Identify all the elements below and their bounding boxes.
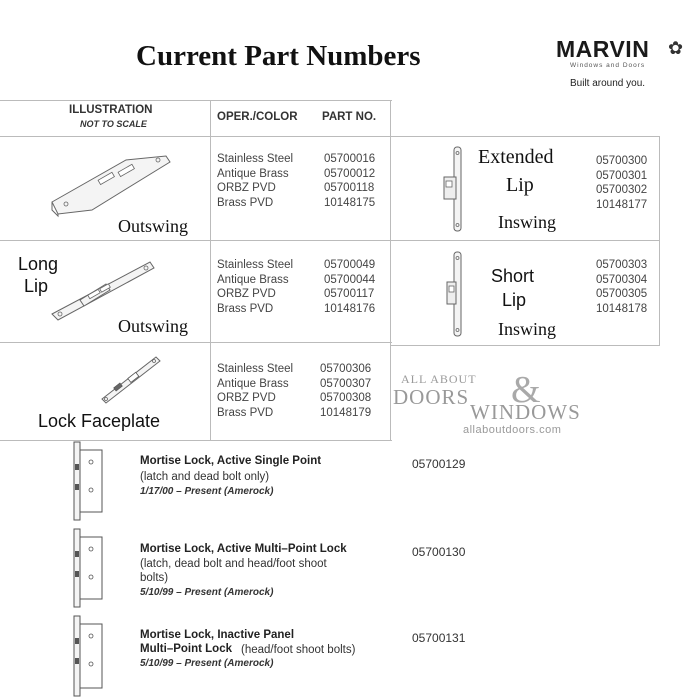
- logo-subtitle: Windows and Doors: [570, 62, 646, 69]
- row1-finish-4: Brass PVD: [217, 196, 274, 209]
- lock-3-title-2: Multi–Point Lock: [140, 643, 232, 655]
- watermark-url: allaboutdoors.com: [463, 424, 562, 436]
- lock-3-desc: (head/foot shoot bolts): [241, 644, 356, 656]
- lock-2-title: Mortise Lock, Active Multi–Point Lock: [140, 543, 347, 555]
- right-row1-parts: [596, 154, 647, 212]
- header-illustration: ILLUSTRATION: [69, 104, 153, 116]
- table-col-rule-2: [390, 100, 391, 440]
- table-col-rule-1: [210, 100, 211, 440]
- marvin-logo: [548, 36, 698, 96]
- table-bottom-rule: [0, 440, 392, 441]
- table-top-rule: [0, 100, 392, 101]
- row3-finish-2: Antique Brass: [217, 377, 289, 390]
- row3-part-3: 05700308: [320, 392, 372, 404]
- right-row2-part-3: 05700305: [596, 288, 648, 300]
- lock-3-part: 05700131: [412, 631, 466, 645]
- row3-finish-4: Brass PVD: [217, 406, 274, 419]
- row2-finish-3: ORBZ PVD: [217, 288, 276, 300]
- right-row2-label-1: Short: [491, 266, 535, 286]
- logo-brand: MARVIN: [556, 36, 650, 62]
- right-row1-label-2: Lip: [506, 174, 534, 196]
- row2-label-top-2: Lip: [24, 276, 49, 296]
- outswing-strike-illustration: [48, 150, 173, 220]
- page-title: Current Part Numbers: [136, 40, 421, 72]
- logo-tagline: Built around you.: [570, 78, 646, 89]
- row1-part-1: 05700016: [324, 153, 376, 165]
- watermark-windows: WINDOWS: [470, 400, 581, 424]
- row3-finish-1: Stainless Steel: [217, 363, 294, 375]
- short-lip-strike-illustration: [440, 250, 470, 338]
- row2-finish-4: Brass PVD: [217, 302, 274, 315]
- watermark: [393, 369, 633, 442]
- table-row-rule-2: [0, 342, 392, 343]
- lock-2-desc-2: bolts): [140, 572, 169, 584]
- lock-2-part: 05700130: [412, 545, 466, 559]
- long-lip-strike-illustration: [50, 258, 160, 323]
- lock-1-part: 05700129: [412, 457, 466, 471]
- right-row1-label-3: Inswing: [498, 212, 556, 232]
- lock-3-title: Mortise Lock, Inactive Panel: [140, 629, 295, 641]
- row2-label: Outswing: [118, 316, 189, 336]
- header-illustration-note: NOT TO SCALE: [80, 119, 147, 129]
- row3-parts: [320, 362, 371, 420]
- row2-part-3: 05700117: [324, 288, 375, 300]
- header-part-no: PART NO.: [322, 111, 377, 123]
- row2-parts: [324, 258, 375, 316]
- right-row2-label-2: Lip: [502, 290, 527, 310]
- row1-finishes: [217, 152, 293, 210]
- right-row2-parts: [596, 258, 647, 316]
- watermark-top: ALL ABOUT: [401, 372, 477, 386]
- row2-finish-2: Antique Brass: [217, 273, 289, 286]
- lock-2-desc-1: (latch, dead bolt and head/foot shoot: [140, 558, 327, 570]
- row3-part-4: 10148179: [320, 406, 372, 419]
- row1-finish-3: ORBZ PVD: [217, 182, 276, 194]
- row2-label-top-1: Long: [18, 254, 59, 274]
- lock-faceplate-illustration: [100, 355, 165, 405]
- lock-1-desc: (latch and dead bolt only): [140, 471, 270, 483]
- lock-1-date: 1/17/00 – Present (Amerock): [140, 486, 274, 497]
- right-table-bottom-rule: [390, 345, 660, 346]
- mortise-lock-2-illustration: [70, 527, 106, 609]
- right-row1-part-4: 10148177: [596, 198, 648, 211]
- right-row2-label-3: Inswing: [498, 319, 556, 339]
- row2-part-4: 10148176: [324, 302, 376, 315]
- watermark-doors: DOORS: [393, 385, 470, 409]
- table-row-rule-1: [0, 240, 660, 241]
- row1-label: Outswing: [118, 216, 189, 236]
- right-table-edge: [659, 136, 660, 346]
- row1-part-2: 05700012: [324, 167, 376, 180]
- row1-finish-2: Antique Brass: [217, 167, 289, 180]
- logo-mark-icon: ✿: [668, 38, 684, 58]
- row1-parts: [324, 152, 375, 210]
- right-row2-part-4: 10148178: [596, 302, 648, 315]
- mortise-lock-1-illustration: [70, 440, 106, 522]
- row3-finishes: [217, 362, 293, 420]
- row2-part-2: 05700044: [324, 273, 376, 286]
- right-row1-part-2: 05700301: [596, 169, 648, 182]
- row2-finish-1: Stainless Steel: [217, 259, 294, 271]
- row1-finish-1: Stainless Steel: [217, 153, 294, 165]
- mortise-lock-3-illustration: [70, 614, 106, 698]
- lock-3-date: 5/10/99 – Present (Amerock): [140, 658, 274, 669]
- extended-lip-strike-illustration: [440, 145, 470, 233]
- table-header-rule: [0, 136, 660, 137]
- row1-part-4: 10148175: [324, 196, 376, 209]
- lock-2-date: 5/10/99 – Present (Amerock): [140, 587, 274, 598]
- right-row1-part-3: 05700302: [596, 184, 648, 196]
- row2-part-1: 05700049: [324, 259, 376, 271]
- row3-part-1: 05700306: [320, 363, 372, 375]
- lock-1-title: Mortise Lock, Active Single Point: [140, 455, 322, 467]
- header-oper-color: OPER./COLOR: [217, 111, 298, 123]
- right-row1-part-1: 05700300: [596, 155, 648, 167]
- right-row1-label-1: Extended: [478, 146, 554, 168]
- row3-part-2: 05700307: [320, 377, 372, 390]
- row1-part-3: 05700118: [324, 182, 375, 194]
- right-row2-part-2: 05700304: [596, 273, 648, 286]
- row3-finish-3: ORBZ PVD: [217, 392, 276, 404]
- row2-finishes: [217, 258, 293, 316]
- watermark-amp: &: [511, 369, 541, 411]
- right-row2-part-1: 05700303: [596, 259, 648, 271]
- row3-label: Lock Faceplate: [38, 411, 161, 431]
